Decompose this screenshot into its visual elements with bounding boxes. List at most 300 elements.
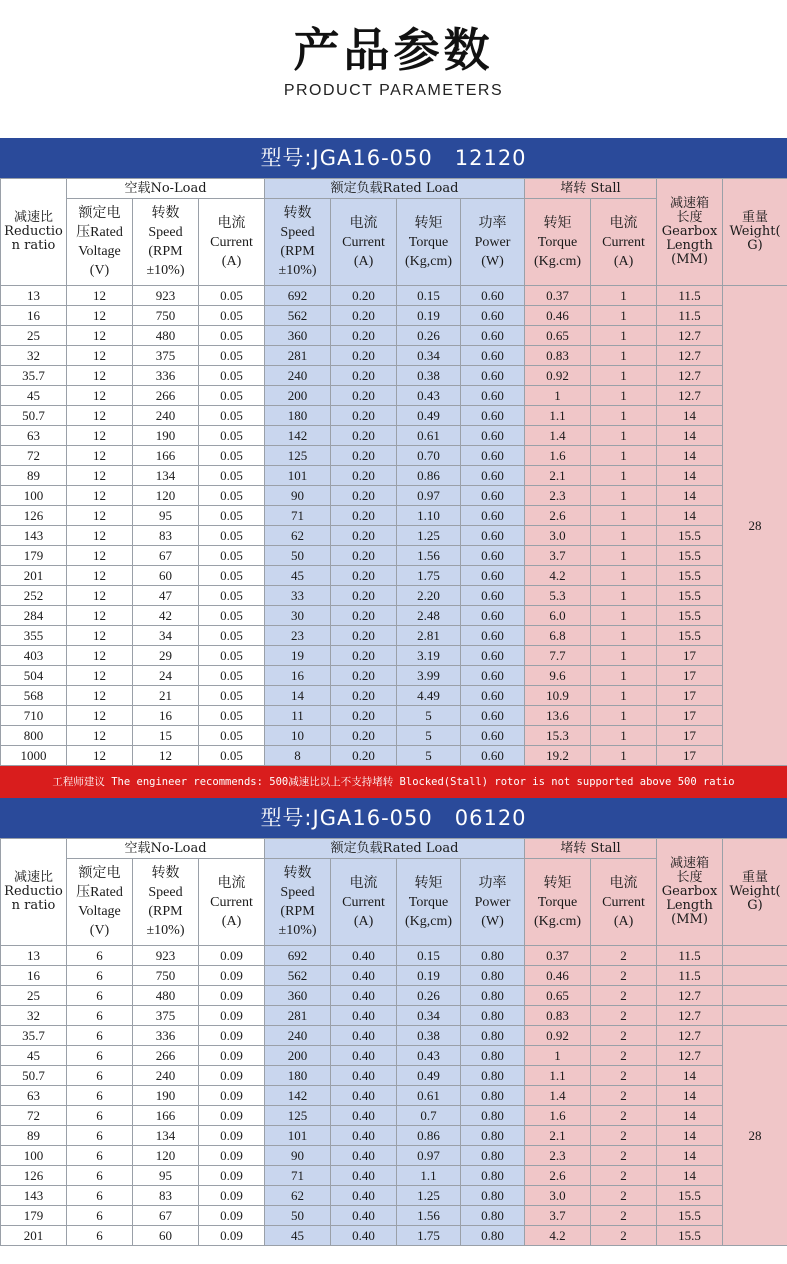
- cell-current-stall: 2: [591, 946, 657, 966]
- header-line: 电流: [350, 876, 378, 891]
- cell-gearbox-length: 14: [657, 406, 723, 426]
- cell-current-rated: 0.20: [331, 626, 397, 646]
- header-line: Torque: [409, 895, 448, 910]
- cell-torque-rated: 0.97: [397, 1146, 461, 1166]
- cell-torque-rated: 2.20: [397, 586, 461, 606]
- header-line: 电流: [218, 876, 246, 891]
- cell-torque-stall: 3.0: [525, 1186, 591, 1206]
- header-line: Current: [602, 235, 645, 250]
- cell-current-rated: 0.40: [331, 1086, 397, 1106]
- cell-current-noload: 0.05: [199, 446, 265, 466]
- header-line: Gearbox: [662, 884, 718, 899]
- cell-weight: 28: [723, 1026, 787, 1246]
- cell-torque-rated: 0.15: [397, 946, 461, 966]
- cell-torque-stall: 7.7: [525, 646, 591, 666]
- cell-voltage: 12: [67, 566, 133, 586]
- cell-ratio: 13: [1, 286, 67, 306]
- cell-speed-rated: 90: [265, 1146, 331, 1166]
- cell-speed-noload: 83: [133, 526, 199, 546]
- header-line: 电流: [350, 216, 378, 231]
- header-line: 压Rated: [76, 885, 123, 900]
- cell-torque-stall: 2.6: [525, 506, 591, 526]
- cell-torque-stall: 2.1: [525, 466, 591, 486]
- cell-ratio: 35.7: [1, 1026, 67, 1046]
- cell-gearbox-length: 15.5: [657, 566, 723, 586]
- cell-gearbox-length: 14: [657, 446, 723, 466]
- cell-current-noload: 0.09: [199, 1226, 265, 1246]
- cell-voltage: 6: [67, 986, 133, 1006]
- cell-voltage: 12: [67, 686, 133, 706]
- cell-current-rated: 0.20: [331, 686, 397, 706]
- cell-torque-stall: 2.1: [525, 1126, 591, 1146]
- header-line: (A): [222, 254, 241, 269]
- cell-current-noload: 0.05: [199, 746, 265, 766]
- cell-current-stall: 1: [591, 546, 657, 566]
- cell-torque-rated: 2.81: [397, 626, 461, 646]
- cell-power-rated: 0.60: [461, 546, 525, 566]
- header-line: Reductio: [4, 224, 63, 239]
- cell-voltage: 12: [67, 346, 133, 366]
- cell-speed-rated: 281: [265, 1006, 331, 1026]
- table-row: [1, 586, 787, 606]
- table-row: [1, 666, 787, 686]
- cell-current-noload: 0.09: [199, 1166, 265, 1186]
- cell-torque-stall: 19.2: [525, 746, 591, 766]
- header-torque-rl: [397, 199, 461, 286]
- cell-torque-rated: 5: [397, 726, 461, 746]
- cell-power-rated: 0.60: [461, 686, 525, 706]
- spec-table: [0, 838, 787, 1246]
- cell-voltage: 12: [67, 706, 133, 726]
- cell-gearbox-length: 15.5: [657, 526, 723, 546]
- cell-power-rated: 0.80: [461, 1146, 525, 1166]
- header-line: 减速比: [14, 210, 53, 225]
- cell-current-noload: 0.09: [199, 1026, 265, 1046]
- cell-current-noload: 0.05: [199, 726, 265, 746]
- cell-speed-rated: 180: [265, 406, 331, 426]
- cell-voltage: 6: [67, 1186, 133, 1206]
- cell-speed-rated: 71: [265, 1166, 331, 1186]
- cell-speed-noload: 923: [133, 286, 199, 306]
- cell-torque-rated: 0.19: [397, 966, 461, 986]
- cell-current-noload: 0.09: [199, 966, 265, 986]
- cell-gearbox-length: 11.5: [657, 286, 723, 306]
- cell-power-rated: 0.60: [461, 706, 525, 726]
- header-line: 转矩: [415, 876, 443, 891]
- cell-current-stall: 2: [591, 966, 657, 986]
- cell-torque-stall: 1.4: [525, 1086, 591, 1106]
- header-line: Current: [210, 895, 253, 910]
- cell-current-stall: 2: [591, 1046, 657, 1066]
- header-ratio: [1, 179, 67, 286]
- cell-current-stall: 1: [591, 286, 657, 306]
- header-line: (RPM: [280, 904, 314, 919]
- cell-ratio: 50.7: [1, 1066, 67, 1086]
- cell-voltage: 6: [67, 1206, 133, 1226]
- cell-voltage: 12: [67, 446, 133, 466]
- cell-ratio: 16: [1, 306, 67, 326]
- header-line: 重量: [742, 210, 768, 225]
- header-line: Current: [342, 895, 385, 910]
- cell-ratio: 63: [1, 426, 67, 446]
- table-row: [1, 646, 787, 666]
- cell-speed-rated: 62: [265, 526, 331, 546]
- header-line: 转矩: [415, 216, 443, 231]
- table-row: [1, 286, 787, 306]
- cell-speed-rated: 14: [265, 686, 331, 706]
- cell-power-rated: 0.60: [461, 646, 525, 666]
- cell-current-rated: 0.20: [331, 426, 397, 446]
- cell-torque-rated: 3.19: [397, 646, 461, 666]
- cell-power-rated: 0.80: [461, 966, 525, 986]
- cell-current-rated: 0.40: [331, 966, 397, 986]
- cell-ratio: 50.7: [1, 406, 67, 426]
- header-voltage: [67, 199, 133, 286]
- table-row: [1, 1006, 787, 1026]
- cell-current-noload: 0.05: [199, 606, 265, 626]
- cell-torque-rated: 0.49: [397, 1066, 461, 1086]
- cell-current-rated: 0.20: [331, 726, 397, 746]
- cell-gearbox-length: 12.7: [657, 346, 723, 366]
- cell-speed-rated: 562: [265, 966, 331, 986]
- cell-current-stall: 1: [591, 566, 657, 586]
- cell-torque-rated: 5: [397, 746, 461, 766]
- cell-torque-rated: 0.61: [397, 1086, 461, 1106]
- cell-torque-rated: 0.86: [397, 1126, 461, 1146]
- cell-gearbox-length: 17: [657, 686, 723, 706]
- header-current-rl: [331, 859, 397, 946]
- cell-ratio: 89: [1, 466, 67, 486]
- cell-power-rated: 0.80: [461, 1226, 525, 1246]
- cell-power-rated: 0.60: [461, 566, 525, 586]
- cell-weight-empty: [723, 946, 787, 966]
- cell-voltage: 12: [67, 386, 133, 406]
- cell-current-stall: 1: [591, 606, 657, 626]
- cell-speed-rated: 125: [265, 1106, 331, 1126]
- cell-power-rated: 0.60: [461, 406, 525, 426]
- header-ratio: [1, 839, 67, 946]
- cell-current-noload: 0.05: [199, 646, 265, 666]
- cell-current-rated: 0.40: [331, 986, 397, 1006]
- cell-power-rated: 0.80: [461, 1026, 525, 1046]
- cell-torque-rated: 0.26: [397, 326, 461, 346]
- cell-gearbox-length: 12.7: [657, 1046, 723, 1066]
- cell-gearbox-length: 14: [657, 1066, 723, 1086]
- table-row: [1, 566, 787, 586]
- header-line: (A): [354, 914, 373, 929]
- cell-torque-stall: 15.3: [525, 726, 591, 746]
- table-row: [1, 1126, 787, 1146]
- cell-voltage: 12: [67, 586, 133, 606]
- cell-ratio: 16: [1, 966, 67, 986]
- cell-voltage: 12: [67, 326, 133, 346]
- table-row: [1, 526, 787, 546]
- cell-current-rated: 0.20: [331, 366, 397, 386]
- cell-current-rated: 0.40: [331, 1126, 397, 1146]
- cell-torque-stall: 1.1: [525, 1066, 591, 1086]
- cell-ratio: 143: [1, 1186, 67, 1206]
- cell-speed-noload: 29: [133, 646, 199, 666]
- cell-speed-noload: 336: [133, 1026, 199, 1046]
- cell-current-stall: 1: [591, 486, 657, 506]
- header-line: Torque: [409, 235, 448, 250]
- header-line: (Kg,cm): [405, 914, 452, 929]
- cell-gearbox-length: 17: [657, 666, 723, 686]
- header-line: Current: [210, 235, 253, 250]
- cell-gearbox-length: 15.5: [657, 586, 723, 606]
- cell-speed-noload: 134: [133, 466, 199, 486]
- cell-voltage: 12: [67, 286, 133, 306]
- cell-torque-rated: 3.99: [397, 666, 461, 686]
- cell-voltage: 12: [67, 486, 133, 506]
- cell-speed-noload: 21: [133, 686, 199, 706]
- cell-torque-stall: 9.6: [525, 666, 591, 686]
- cell-speed-noload: 750: [133, 306, 199, 326]
- cell-speed-rated: 101: [265, 1126, 331, 1146]
- table-row: [1, 386, 787, 406]
- table-row: [1, 466, 787, 486]
- cell-current-stall: 2: [591, 1006, 657, 1026]
- cell-current-rated: 0.40: [331, 1166, 397, 1186]
- cell-ratio: 201: [1, 566, 67, 586]
- cell-power-rated: 0.80: [461, 1166, 525, 1186]
- cell-current-rated: 0.40: [331, 1146, 397, 1166]
- cell-torque-rated: 0.34: [397, 1006, 461, 1026]
- header-gearbox: [657, 839, 723, 946]
- header-line: n ratio: [12, 898, 56, 913]
- cell-power-rated: 0.80: [461, 1066, 525, 1086]
- table-row: [1, 346, 787, 366]
- cell-ratio: 252: [1, 586, 67, 606]
- header-line: ±10%): [279, 263, 317, 278]
- table-row: [1, 546, 787, 566]
- table-row: [1, 746, 787, 766]
- cell-voltage: 12: [67, 306, 133, 326]
- header-line: 长度: [677, 210, 703, 225]
- cell-voltage: 12: [67, 626, 133, 646]
- cell-torque-stall: 2.3: [525, 1146, 591, 1166]
- cell-voltage: 12: [67, 366, 133, 386]
- cell-current-noload: 0.05: [199, 406, 265, 426]
- model-label: 型号:: [260, 138, 312, 178]
- header-speed-nl: [133, 199, 199, 286]
- cell-gearbox-length: 17: [657, 706, 723, 726]
- cell-torque-stall: 0.83: [525, 1006, 591, 1026]
- cell-torque-stall: 1.6: [525, 446, 591, 466]
- cell-speed-rated: 240: [265, 1026, 331, 1046]
- model-code: 06120: [455, 798, 527, 838]
- table-row: [1, 966, 787, 986]
- cell-speed-noload: 266: [133, 386, 199, 406]
- cell-power-rated: 0.80: [461, 1006, 525, 1026]
- cell-speed-rated: 142: [265, 1086, 331, 1106]
- header-line: 转数: [284, 866, 312, 881]
- cell-speed-rated: 19: [265, 646, 331, 666]
- cell-gearbox-length: 14: [657, 1126, 723, 1146]
- cell-torque-stall: 0.65: [525, 326, 591, 346]
- cell-current-rated: 0.40: [331, 1026, 397, 1046]
- header-line: (V): [90, 263, 109, 278]
- cell-current-stall: 2: [591, 1126, 657, 1146]
- cell-ratio: 126: [1, 506, 67, 526]
- cell-voltage: 12: [67, 746, 133, 766]
- cell-speed-noload: 166: [133, 446, 199, 466]
- cell-current-noload: 0.05: [199, 306, 265, 326]
- cell-power-rated: 0.60: [461, 726, 525, 746]
- cell-current-rated: 0.20: [331, 566, 397, 586]
- header-line: 功率: [479, 216, 507, 231]
- cell-torque-rated: 0.43: [397, 1046, 461, 1066]
- cell-speed-noload: 95: [133, 506, 199, 526]
- cell-torque-stall: 1: [525, 1046, 591, 1066]
- header-power-rl: [461, 199, 525, 286]
- header-line: (Kg.cm): [534, 914, 581, 929]
- header-line: Length: [666, 898, 713, 913]
- cell-current-noload: 0.05: [199, 586, 265, 606]
- header-line: G): [747, 238, 762, 253]
- cell-current-noload: 0.09: [199, 1206, 265, 1226]
- cell-current-noload: 0.05: [199, 666, 265, 686]
- header-torque-rl: [397, 859, 461, 946]
- header-line: (A): [614, 914, 633, 929]
- table-row: [1, 1066, 787, 1086]
- header-speed-nl: [133, 859, 199, 946]
- cell-power-rated: 0.60: [461, 526, 525, 546]
- header-line: Speed: [148, 225, 182, 240]
- cell-power-rated: 0.80: [461, 1206, 525, 1226]
- cell-ratio: 284: [1, 606, 67, 626]
- table-row: [1, 446, 787, 466]
- cell-ratio: 179: [1, 1206, 67, 1226]
- cell-current-rated: 0.40: [331, 946, 397, 966]
- cell-power-rated: 0.60: [461, 366, 525, 386]
- cell-current-noload: 0.05: [199, 386, 265, 406]
- cell-current-stall: 2: [591, 1066, 657, 1086]
- cell-torque-rated: 0.15: [397, 286, 461, 306]
- cell-speed-noload: 375: [133, 1006, 199, 1026]
- cell-power-rated: 0.60: [461, 506, 525, 526]
- group-no-load: 空载No-Load: [67, 179, 265, 199]
- cell-voltage: 6: [67, 1146, 133, 1166]
- cell-voltage: 12: [67, 506, 133, 526]
- cell-speed-noload: 190: [133, 426, 199, 446]
- cell-torque-rated: 0.19: [397, 306, 461, 326]
- engineer-note: 工程师建议 The engineer recommends: 500减速比以上不支持堵转 Blocked(Stall) rotor is not supported above 500 ratio: [0, 766, 787, 798]
- table-row: [1, 986, 787, 1006]
- header-torque-st: [525, 859, 591, 946]
- cell-current-noload: 0.05: [199, 546, 265, 566]
- group-no-load: 空载No-Load: [67, 839, 265, 859]
- cell-torque-rated: 0.86: [397, 466, 461, 486]
- header-line: 转数: [284, 206, 312, 221]
- header-line: Voltage: [78, 904, 121, 919]
- model-code: 12120: [455, 138, 527, 178]
- cell-gearbox-length: 14: [657, 466, 723, 486]
- cell-speed-noload: 120: [133, 1146, 199, 1166]
- cell-speed-noload: 24: [133, 666, 199, 686]
- cell-current-stall: 2: [591, 1146, 657, 1166]
- cell-speed-rated: 562: [265, 306, 331, 326]
- cell-current-stall: 1: [591, 346, 657, 366]
- cell-current-stall: 1: [591, 506, 657, 526]
- cell-voltage: 12: [67, 426, 133, 446]
- cell-ratio: 126: [1, 1166, 67, 1186]
- cell-voltage: 12: [67, 666, 133, 686]
- header-line: (RPM: [148, 244, 182, 259]
- cell-speed-noload: 34: [133, 626, 199, 646]
- cell-ratio: 143: [1, 526, 67, 546]
- cell-torque-stall: 1.1: [525, 406, 591, 426]
- cell-current-rated: 0.40: [331, 1066, 397, 1086]
- cell-ratio: 72: [1, 446, 67, 466]
- cell-ratio: 89: [1, 1126, 67, 1146]
- cell-speed-rated: 360: [265, 986, 331, 1006]
- cell-ratio: 25: [1, 986, 67, 1006]
- header-line: 功率: [479, 876, 507, 891]
- header-line: 减速箱: [670, 856, 709, 871]
- cell-current-noload: 0.05: [199, 286, 265, 306]
- cell-current-stall: 1: [591, 406, 657, 426]
- cell-torque-stall: 2.6: [525, 1166, 591, 1186]
- cell-current-rated: 0.20: [331, 746, 397, 766]
- cell-torque-rated: 0.70: [397, 446, 461, 466]
- cell-current-noload: 0.05: [199, 346, 265, 366]
- cell-voltage: 12: [67, 646, 133, 666]
- cell-voltage: 6: [67, 1166, 133, 1186]
- cell-weight-empty: [723, 966, 787, 986]
- cell-speed-noload: 336: [133, 366, 199, 386]
- header-line: 压Rated: [76, 225, 123, 240]
- header-line: 转矩: [544, 876, 572, 891]
- header-line: Power: [475, 235, 511, 250]
- group-rated-load: 额定负载Rated Load: [265, 839, 525, 859]
- cell-current-stall: 1: [591, 426, 657, 446]
- cell-torque-rated: 1.10: [397, 506, 461, 526]
- cell-ratio: 568: [1, 686, 67, 706]
- cell-weight-empty: [723, 986, 787, 1006]
- header-line: (MM): [671, 912, 708, 927]
- header-line: 长度: [677, 870, 703, 885]
- cell-power-rated: 0.80: [461, 946, 525, 966]
- cell-ratio: 100: [1, 1146, 67, 1166]
- cell-weight-empty: [723, 1006, 787, 1026]
- header-line: (W): [481, 914, 504, 929]
- cell-ratio: 13: [1, 946, 67, 966]
- cell-power-rated: 0.60: [461, 606, 525, 626]
- cell-speed-rated: 10: [265, 726, 331, 746]
- cell-current-noload: 0.05: [199, 566, 265, 586]
- cell-current-stall: 2: [591, 1186, 657, 1206]
- header-current-st: [591, 199, 657, 286]
- table-row: [1, 366, 787, 386]
- cell-current-noload: 0.05: [199, 626, 265, 646]
- header-line: n ratio: [12, 238, 56, 253]
- header-line: 转数: [152, 866, 180, 881]
- cell-speed-rated: 692: [265, 286, 331, 306]
- cell-voltage: 6: [67, 1126, 133, 1146]
- cell-speed-rated: 62: [265, 1186, 331, 1206]
- cell-power-rated: 0.60: [461, 326, 525, 346]
- cell-speed-noload: 120: [133, 486, 199, 506]
- header-line: ±10%): [279, 923, 317, 938]
- header-line: 电流: [218, 216, 246, 231]
- header-line: ±10%): [146, 263, 184, 278]
- table-row: [1, 506, 787, 526]
- cell-current-stall: 1: [591, 666, 657, 686]
- header-line: 重量: [742, 870, 768, 885]
- table-row: [1, 1106, 787, 1126]
- cell-speed-noload: 166: [133, 1106, 199, 1126]
